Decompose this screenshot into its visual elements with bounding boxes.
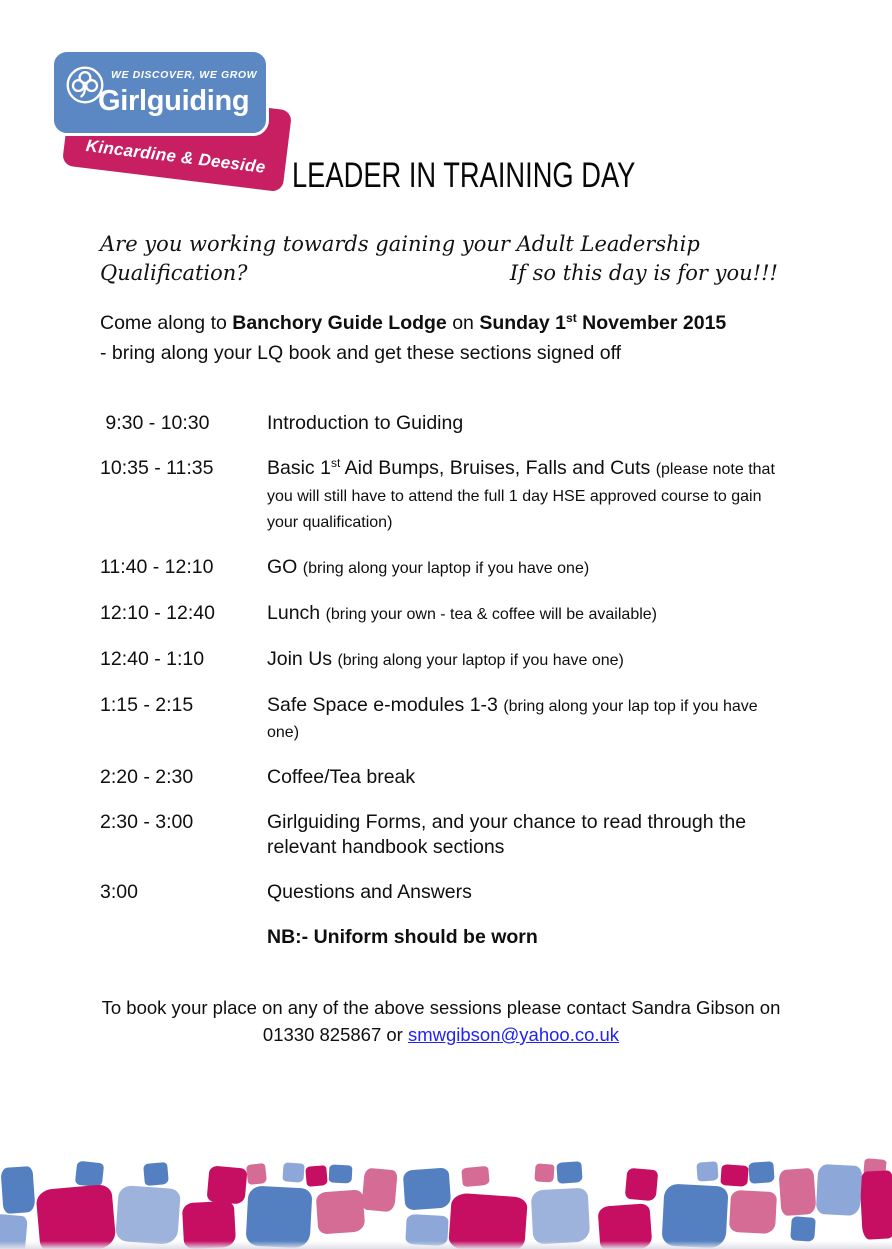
- schedule-row: [100, 411, 780, 436]
- invite-text: on: [446, 312, 480, 334]
- schedule-activity: [267, 925, 780, 950]
- mosaic-tile: [556, 1161, 582, 1184]
- mosaic-tile: [461, 1166, 490, 1187]
- schedule: [100, 411, 780, 950]
- activity-text: (bring along your laptop if you have one): [337, 652, 624, 669]
- schedule-time: 3:00: [100, 881, 138, 903]
- invite-text: Come along to: [100, 312, 233, 334]
- activity-text: (please note that you will still have to attend the full 1 day HSE approved course to gain your qualification): [267, 461, 775, 531]
- schedule-activity: [267, 456, 780, 535]
- logo-brand-name: Girlguiding: [98, 85, 250, 117]
- schedule-time: 10:35 - 11:35: [100, 457, 214, 479]
- mosaic-tile: [729, 1190, 777, 1234]
- venue-name: Banchory Guide Lodge: [232, 312, 447, 334]
- schedule-activity: [267, 810, 780, 860]
- schedule-activity: [267, 411, 780, 436]
- schedule-row: [100, 601, 780, 627]
- logo-blue-panel: [51, 49, 269, 136]
- mosaic-tile: [75, 1161, 104, 1188]
- intro-paragraph: [100, 230, 778, 288]
- mosaic-tile: [115, 1185, 181, 1245]
- mosaic-tile: [35, 1184, 116, 1249]
- invitation-paragraph: [100, 309, 794, 367]
- mosaic-tile: [316, 1189, 366, 1234]
- activity-text: Questions and Answers: [267, 881, 472, 903]
- activity-text: Join Us: [267, 648, 338, 670]
- mosaic-tile: [625, 1168, 659, 1202]
- schedule-time: 9:30 - 10:30: [100, 412, 210, 434]
- mosaic-tile: [245, 1185, 312, 1248]
- activity-text: (bring your own - tea & coffee will be available): [325, 606, 657, 623]
- mosaic-tile: [143, 1162, 169, 1186]
- event-date: Sunday 1: [479, 312, 567, 334]
- event-date-ordinal: st: [566, 311, 577, 325]
- schedule-time: 1:15 - 2:15: [100, 694, 194, 716]
- activity-text: Coffee/Tea break: [267, 766, 416, 788]
- activity-text: (bring along your lap top if you have one): [267, 698, 758, 741]
- mosaic-tile: [778, 1168, 816, 1216]
- mosaic-tile: [859, 1170, 892, 1240]
- mosaic-tile: [790, 1216, 816, 1242]
- mosaic-tile: [531, 1188, 591, 1245]
- booking-contact: [90, 994, 792, 1048]
- activity-text: Basic 1: [267, 457, 331, 479]
- mosaic-tile: [361, 1168, 398, 1213]
- schedule-row: [100, 693, 780, 745]
- invitation-line1: [100, 309, 794, 339]
- schedule-time: 2:20 - 2:30: [100, 766, 194, 788]
- page-title: LEADER IN TRAINING DAY: [292, 156, 636, 195]
- activity-text: Girlguiding Forms, and your chance to read through the relevant handbook sections: [267, 811, 747, 858]
- mosaic-tile: [305, 1165, 328, 1187]
- intro-qualification: Qualification?: [100, 261, 248, 285]
- intro-tagline: If so this day is for you!!!: [509, 261, 778, 285]
- logo-tagline: WE DISCOVER, WE GROW: [111, 69, 258, 81]
- schedule-activity: [267, 647, 780, 673]
- schedule-time: 12:10 - 12:40: [100, 602, 215, 624]
- mosaic-tile: [282, 1162, 304, 1182]
- activity-text: st: [330, 456, 341, 470]
- contact-line2: [90, 1021, 792, 1048]
- schedule-row: [100, 647, 780, 673]
- schedule-row: [100, 810, 780, 860]
- schedule-row: [100, 555, 780, 581]
- mosaic-tile: [534, 1163, 554, 1182]
- activity-text: GO: [267, 556, 303, 578]
- schedule-activity: [267, 555, 780, 581]
- page-bottom-fade: [0, 1241, 892, 1249]
- mosaic-tile: [403, 1167, 452, 1210]
- activity-text: (bring along your laptop if you have one): [302, 560, 590, 577]
- schedule-row: [100, 456, 780, 535]
- mosaic-tile: [0, 1166, 35, 1214]
- logo-region-label: Kincardine & Deeside: [84, 136, 267, 177]
- girlguiding-logo: [51, 49, 301, 199]
- contact-phone: 01330 825867 or: [262, 1024, 408, 1045]
- intro-line1: Are you working towards gaining your Adult Leadership: [100, 232, 700, 256]
- activity-text: Safe Space e-modules 1-3: [267, 694, 504, 716]
- invitation-line2: - bring along your LQ book and get these sections signed off: [100, 342, 622, 364]
- activity-text: NB:- Uniform should be worn: [267, 926, 538, 948]
- schedule-row: [100, 765, 780, 790]
- email-link[interactable]: smwgibson@yahoo.co.uk: [407, 1024, 620, 1045]
- schedule-activity: [267, 880, 780, 905]
- activity-text: Introduction to Guiding: [267, 412, 464, 434]
- footer-mosaic: [0, 1155, 892, 1249]
- schedule-activity: [267, 601, 780, 627]
- contact-line1: To book your place on any of the above sessions please contact Sandra Gibson on: [101, 997, 781, 1018]
- schedule-time: 11:40 - 12:10: [100, 556, 214, 578]
- activity-text: Lunch: [267, 602, 326, 624]
- schedule-row: [100, 880, 780, 905]
- mosaic-tile: [816, 1164, 863, 1216]
- event-date: November 2015: [576, 312, 727, 334]
- schedule-time: 2:30 - 3:00: [100, 811, 194, 833]
- mosaic-tile: [720, 1164, 748, 1187]
- mosaic-tile: [748, 1161, 774, 1184]
- schedule-activity: [267, 693, 780, 745]
- mosaic-tile: [329, 1164, 353, 1183]
- schedule-row: [100, 925, 780, 950]
- mosaic-tile: [207, 1165, 248, 1204]
- mosaic-tile: [696, 1161, 718, 1181]
- intro-line2: [100, 259, 778, 288]
- activity-text: Aid Bumps, Bruises, Falls and Cuts: [340, 457, 656, 479]
- mosaic-tile: [246, 1163, 267, 1185]
- schedule-activity: [267, 765, 780, 790]
- schedule-time: 12:40 - 1:10: [100, 648, 205, 670]
- mosaic-tile: [661, 1183, 728, 1248]
